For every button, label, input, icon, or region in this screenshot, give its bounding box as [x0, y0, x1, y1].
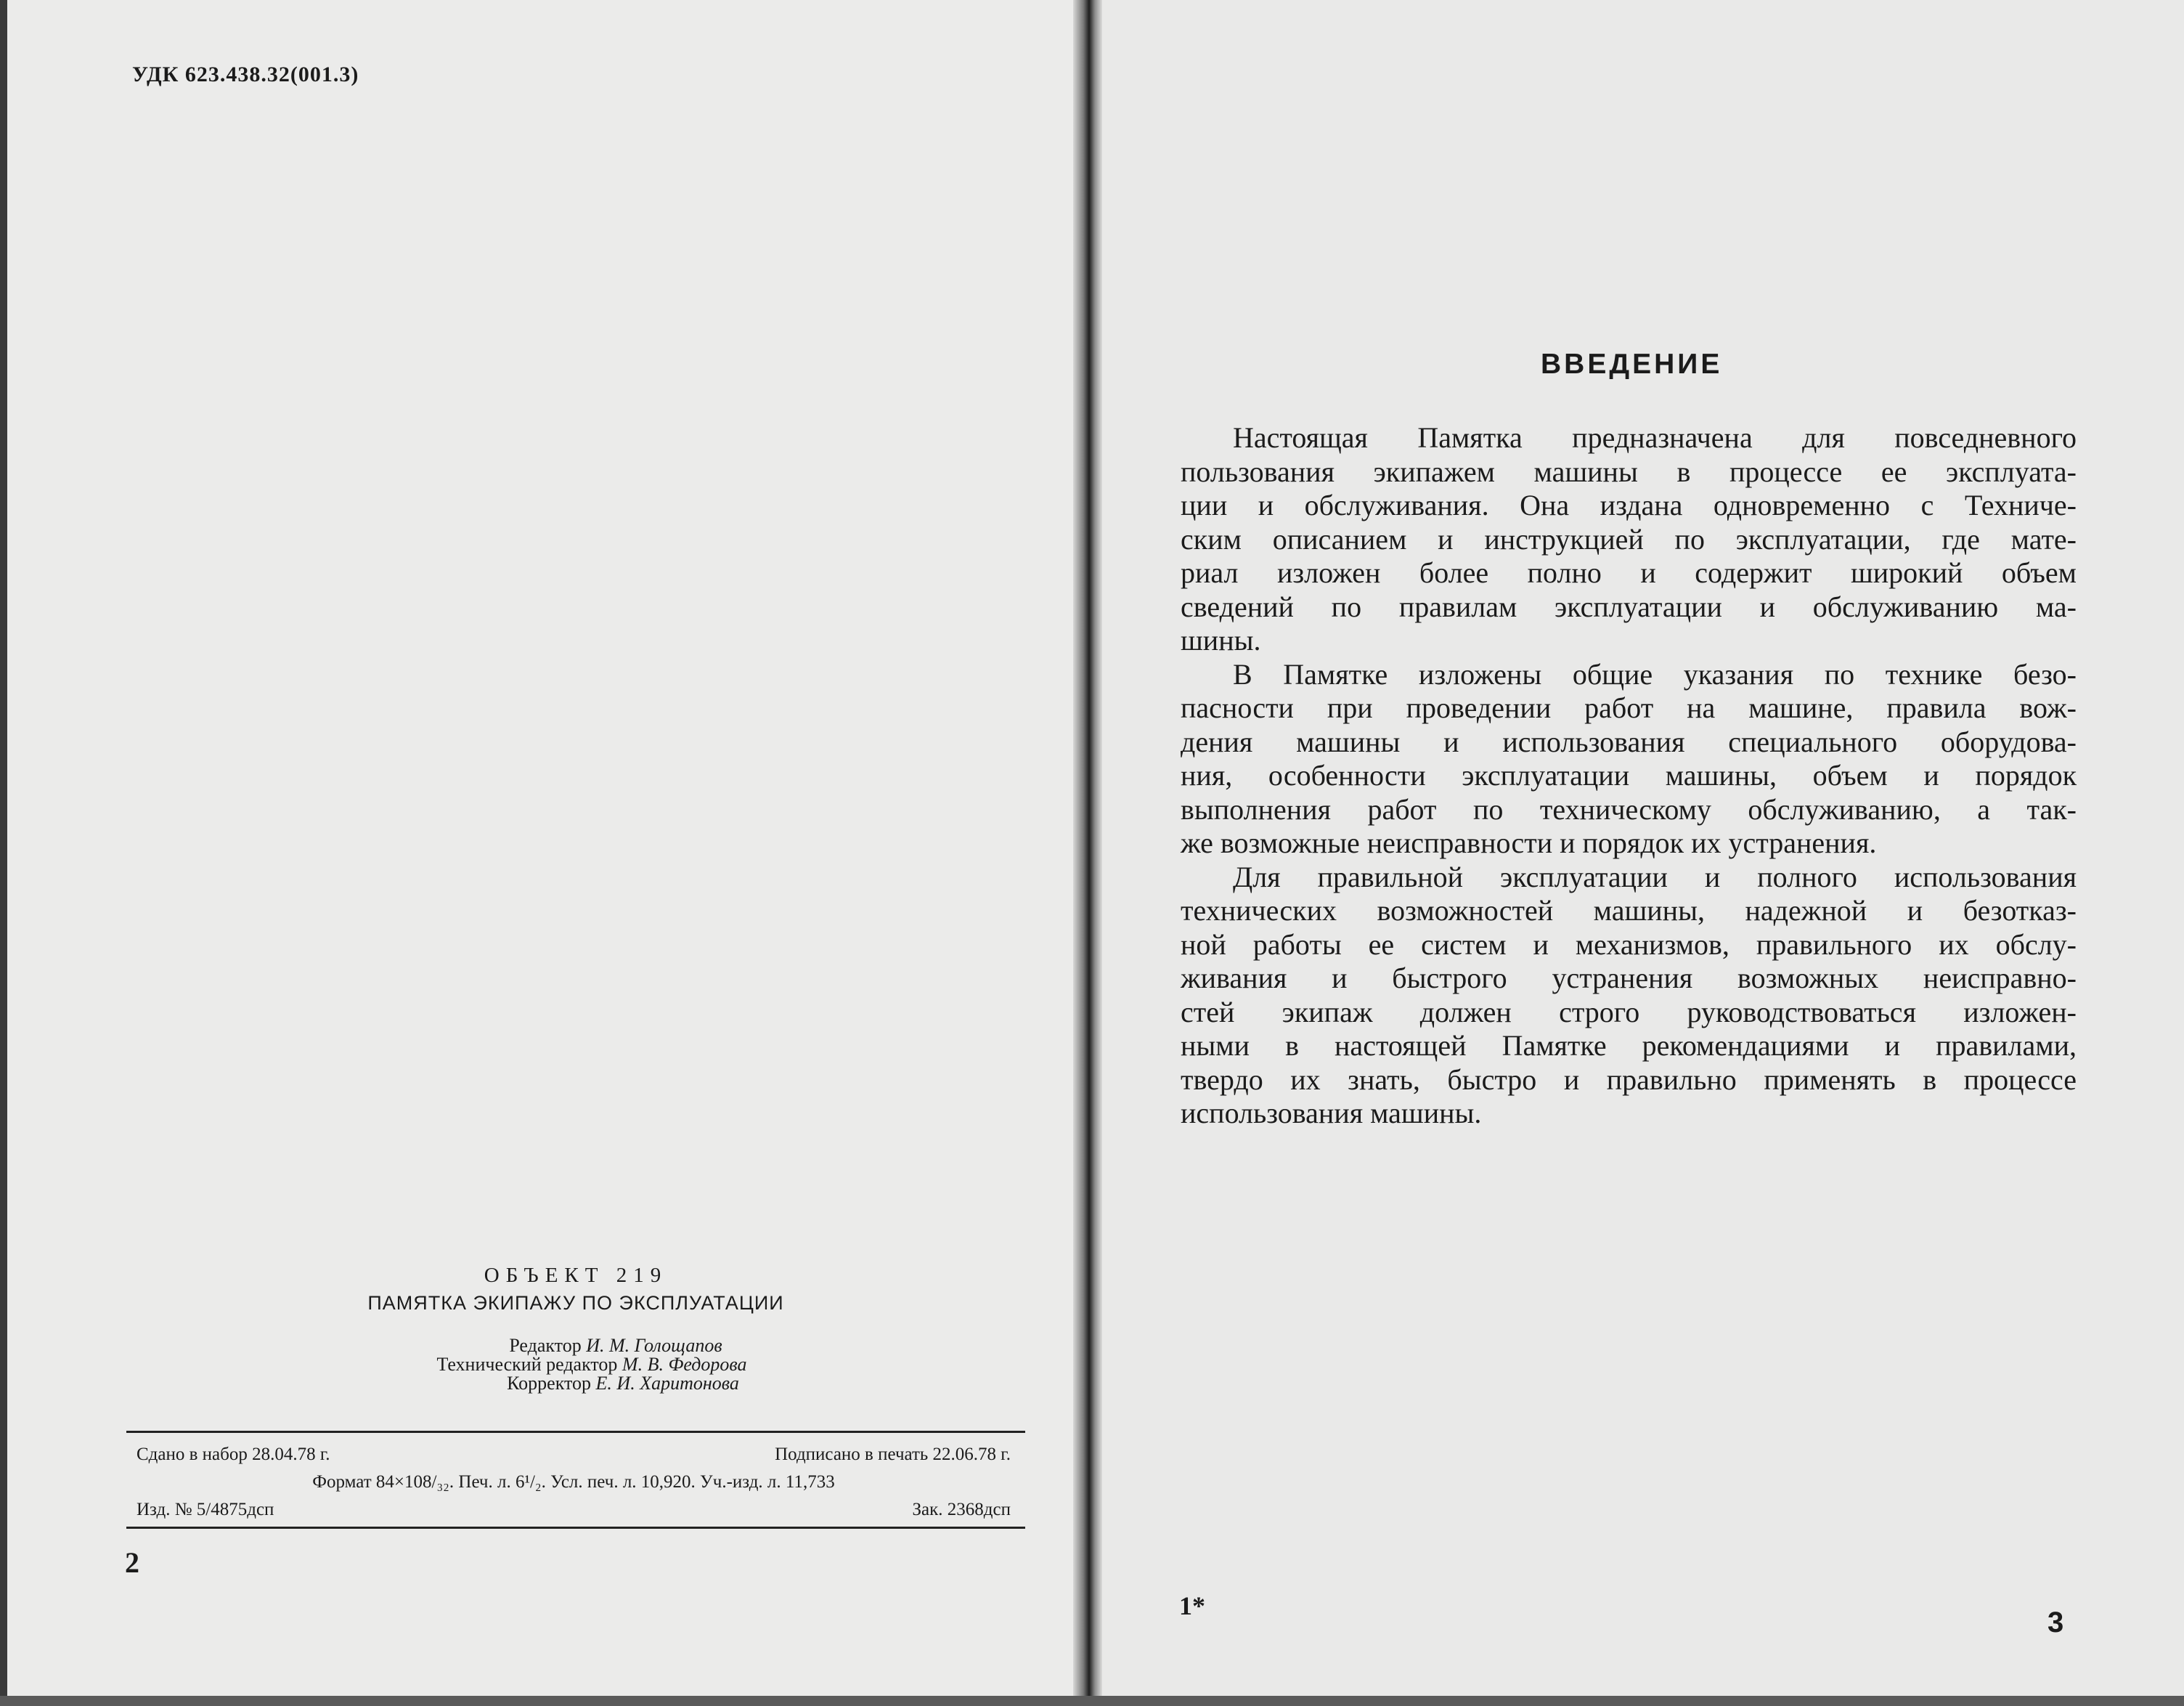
- text-line: ским описанием и инструкцией по эксплуатации, где мате-: [1181, 522, 2077, 556]
- credit-role: Технический редактор: [436, 1354, 618, 1375]
- intro-heading: ВВЕДЕНИЕ: [1541, 349, 1723, 380]
- imprint-block: [126, 1264, 1025, 1393]
- left-page: [0, 0, 1085, 1706]
- text-line: живания и быстрого устранения возможных неисправно-: [1181, 962, 2077, 994]
- text-line: ной работы ее систем и механизмов, правильного их обслу-: [1181, 927, 2077, 961]
- publication-format: Формат 84×108/₃₂. Печ. л. 6¹/₂. Усл. печ. л. 10,920. Уч.-изд. л. 11,733: [312, 1472, 835, 1492]
- text-line: шины.: [1181, 624, 1261, 657]
- credit-tech-editor: [126, 1355, 1025, 1374]
- text-line: пользования экипажем машины в процессе ее эксплуата-: [1181, 455, 2077, 488]
- credit-role: Корректор: [507, 1373, 592, 1394]
- order-number: Зак. 2368дсп: [912, 1500, 1011, 1519]
- text-line: В Памятке изложены общие указания по технике безо-: [1233, 657, 2077, 691]
- text-line: стей экипаж должен строго руководствоваться изложен-: [1181, 995, 2077, 1028]
- publication-box: [126, 1431, 1025, 1529]
- scan-edge: [0, 1696, 2184, 1706]
- text-line: выполнения работ по техническому обслуживанию, а так-: [1181, 792, 2077, 826]
- credit-name: И. М. Голощапов: [586, 1335, 722, 1356]
- udk-code: УДК 623.438.32(001.3): [132, 62, 359, 86]
- text-line: пасности при проведении работ на машине, правила вож-: [1181, 691, 2077, 724]
- text-line: сведений по правилам эксплуатации и обслуживанию ма-: [1181, 590, 2077, 623]
- typeset-date: Сдано в набор 28.04.78 г.: [136, 1445, 330, 1464]
- credit-name: Е. И. Харитонова: [595, 1373, 739, 1394]
- signed-date: Подписано в печать 22.06.78 г.: [775, 1445, 1011, 1464]
- credit-role: Редактор: [509, 1335, 582, 1356]
- text-line: использования машины.: [1181, 1097, 1482, 1129]
- credits: [126, 1336, 1025, 1393]
- object-title: ОБЪЕКТ 219: [484, 1264, 668, 1287]
- publication-numbers: [136, 1500, 1011, 1520]
- intro-body: [1181, 421, 2077, 1131]
- text-line: риал изложен более полно и содержит широкий объем: [1181, 556, 2077, 589]
- text-line: технических возможностей машины, надежной и безотказ-: [1181, 894, 2077, 927]
- credit-proofreader: [126, 1374, 1025, 1393]
- text-line: же возможные неисправности и порядок их устранения.: [1181, 826, 1877, 859]
- book-gutter: [1073, 0, 1102, 1706]
- text-line: ния, особенности эксплуатации машины, объем и порядок: [1181, 759, 2077, 792]
- text-line: твердо их знать, быстро и правильно применять в процессе: [1181, 1063, 2077, 1096]
- text-line: дения машины и использования специального оборудова-: [1181, 725, 2077, 758]
- credit-editor: [126, 1336, 1025, 1355]
- text-line: ными в настоящей Памятке рекомендациями и правилами,: [1181, 1029, 2077, 1062]
- book-title: ПАМЯТКА ЭКИПАЖУ ПО ЭКСПЛУАТАЦИИ: [367, 1292, 784, 1314]
- page-number-left: 2: [125, 1546, 139, 1579]
- credit-name: М. В. Федорова: [622, 1354, 747, 1375]
- text-line: Для правильной эксплуатации и полного использования: [1233, 860, 2077, 893]
- edition-number: Изд. № 5/4875дсп: [136, 1500, 274, 1519]
- signature-mark: 1*: [1179, 1591, 1205, 1620]
- page-number-right: 3: [2048, 1607, 2064, 1638]
- text-line: Настоящая Памятка предназначена для повседневного: [1233, 421, 2077, 454]
- publication-dates: [136, 1445, 1011, 1465]
- text-line: ции и обслуживания. Она издана одновременно с Техниче-: [1181, 489, 2077, 521]
